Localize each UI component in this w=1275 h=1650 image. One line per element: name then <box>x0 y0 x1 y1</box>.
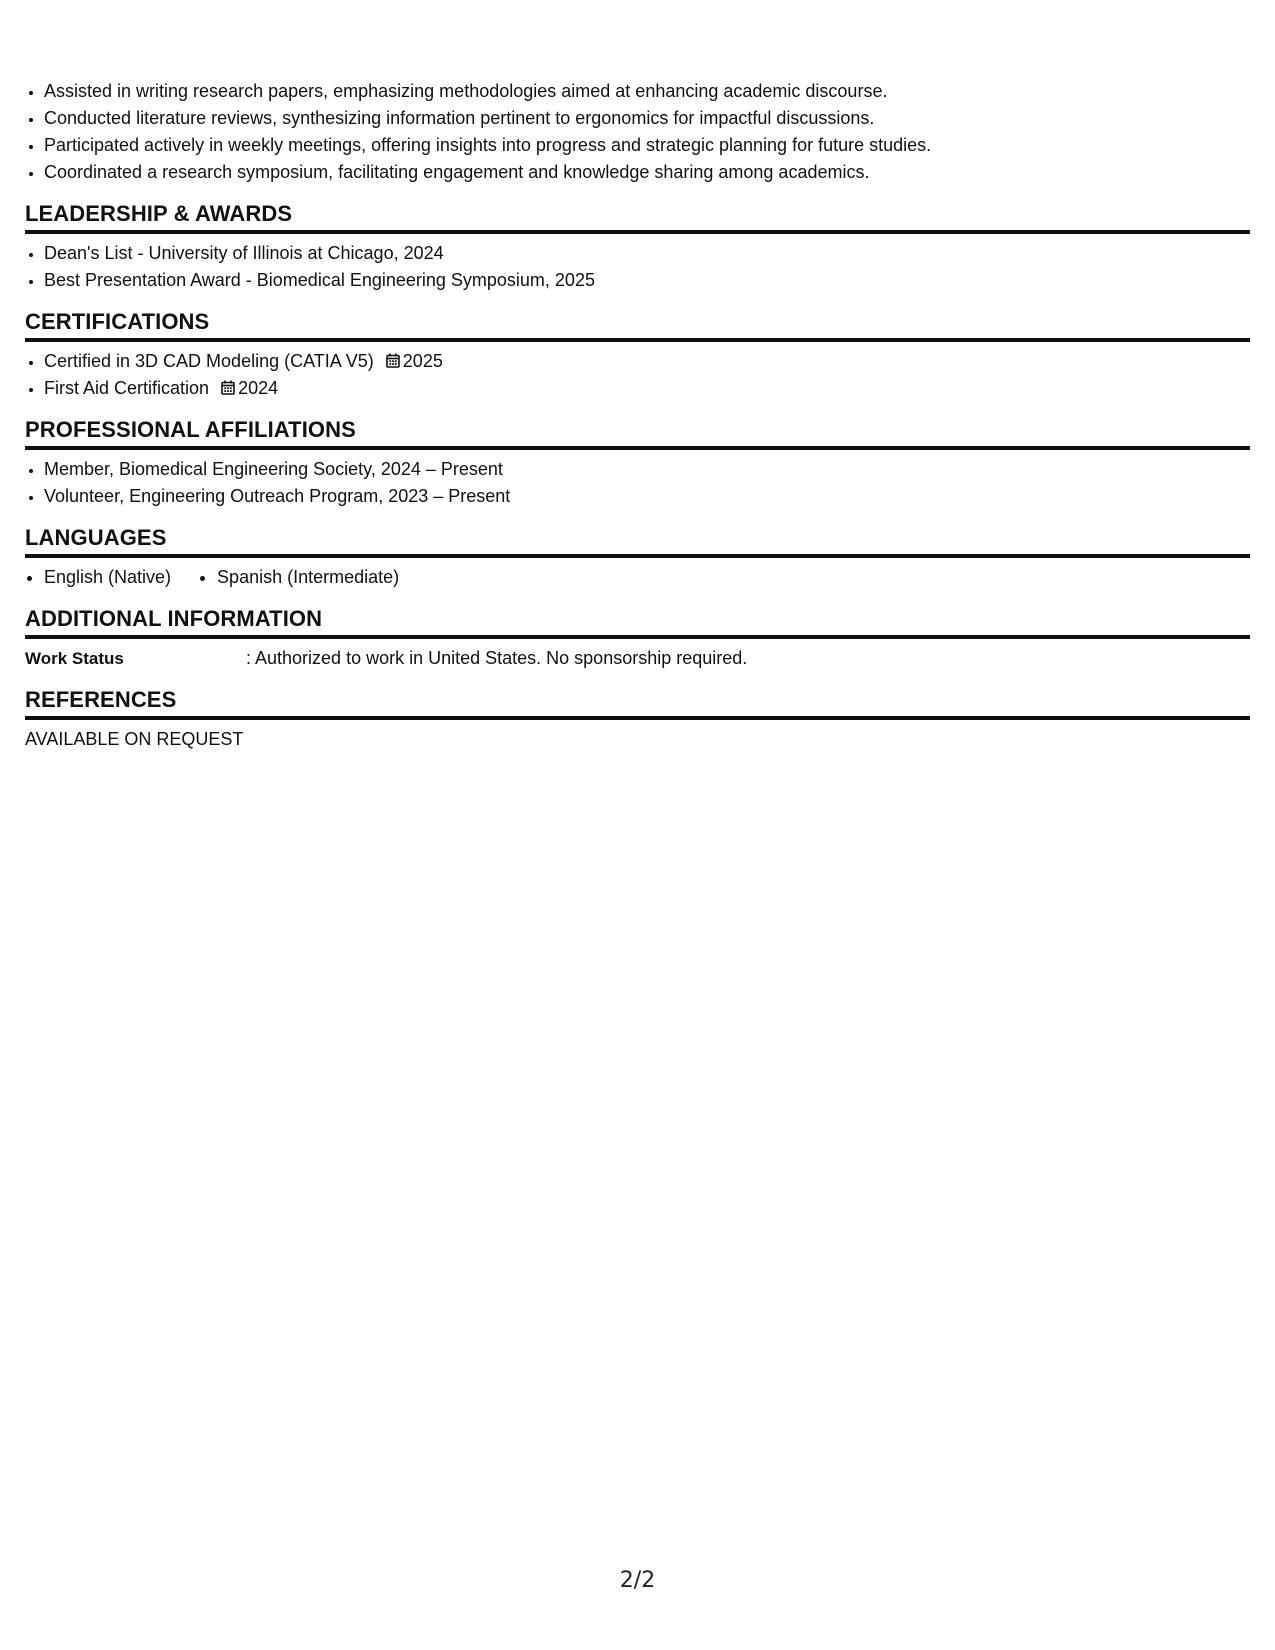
certification-year: 2025 <box>402 351 443 371</box>
language-item: • Spanish (Intermediate) <box>217 564 399 591</box>
experience-bullet: • Coordinated a research symposium, facilitating engagement and knowledge sharing among academics. <box>44 159 1250 186</box>
certifications-list <box>25 348 1250 402</box>
certification-item <box>44 375 1250 402</box>
certification-name: Certified in 3D CAD Modeling (CATIA V5) <box>44 351 374 371</box>
references-section <box>25 686 1250 753</box>
work-status-value: : Authorized to work in United States. No sponsorship required. <box>246 648 748 668</box>
certification-year: 2024 <box>238 378 279 398</box>
certification-item <box>44 348 1250 375</box>
affiliation-item: • Member, Biomedical Engineering Society, 2024 – Present <box>44 456 1250 483</box>
work-status-row <box>25 645 1250 672</box>
references-section-title: REFERENCES <box>25 686 1250 720</box>
language-item: • English (Native) <box>44 564 171 591</box>
leadership-item: • Best Presentation Award - Biomedical Engineering Symposium, 2025 <box>44 267 1250 294</box>
languages-list <box>25 564 1250 591</box>
affiliations-section-title: PROFESSIONAL AFFILIATIONS <box>25 416 1250 450</box>
leadership-item: • Dean's List - University of Illinois at Chicago, 2024 <box>44 240 1250 267</box>
affiliation-item: • Volunteer, Engineering Outreach Program, 2023 – Present <box>44 483 1250 510</box>
references-text: AVAILABLE ON REQUEST <box>25 729 244 749</box>
leadership-list <box>25 240 1250 294</box>
languages-section-title: LANGUAGES <box>25 524 1250 558</box>
experience-bullet: • Conducted literature reviews, synthesizing information pertinent to ergonomics for impactful discussions. <box>44 105 1250 132</box>
additional-info-section <box>25 605 1250 672</box>
experience-bullet: • Participated actively in weekly meetings, offering insights into progress and strategic planning for future studies. <box>44 132 1250 159</box>
additional-info-section-title: ADDITIONAL INFORMATION <box>25 605 1250 639</box>
resume-page <box>25 78 1250 753</box>
certifications-section <box>25 308 1250 402</box>
calendar-icon <box>221 380 235 395</box>
experience-bullet: • Assisted in writing research papers, emphasizing methodologies aimed at enhancing academic discourse. <box>44 78 1250 105</box>
affiliations-section <box>25 416 1250 510</box>
page-number: 2/2 <box>619 1568 656 1593</box>
leadership-section <box>25 200 1250 294</box>
certification-name: First Aid Certification <box>44 378 210 398</box>
experience-bullet-list <box>25 78 1250 186</box>
leadership-section-title: LEADERSHIP & AWARDS <box>25 200 1250 234</box>
calendar-icon <box>386 353 400 368</box>
languages-section <box>25 524 1250 591</box>
certifications-section-title: CERTIFICATIONS <box>25 308 1250 342</box>
work-status-label: Work Status <box>25 649 124 668</box>
affiliations-list <box>25 456 1250 510</box>
